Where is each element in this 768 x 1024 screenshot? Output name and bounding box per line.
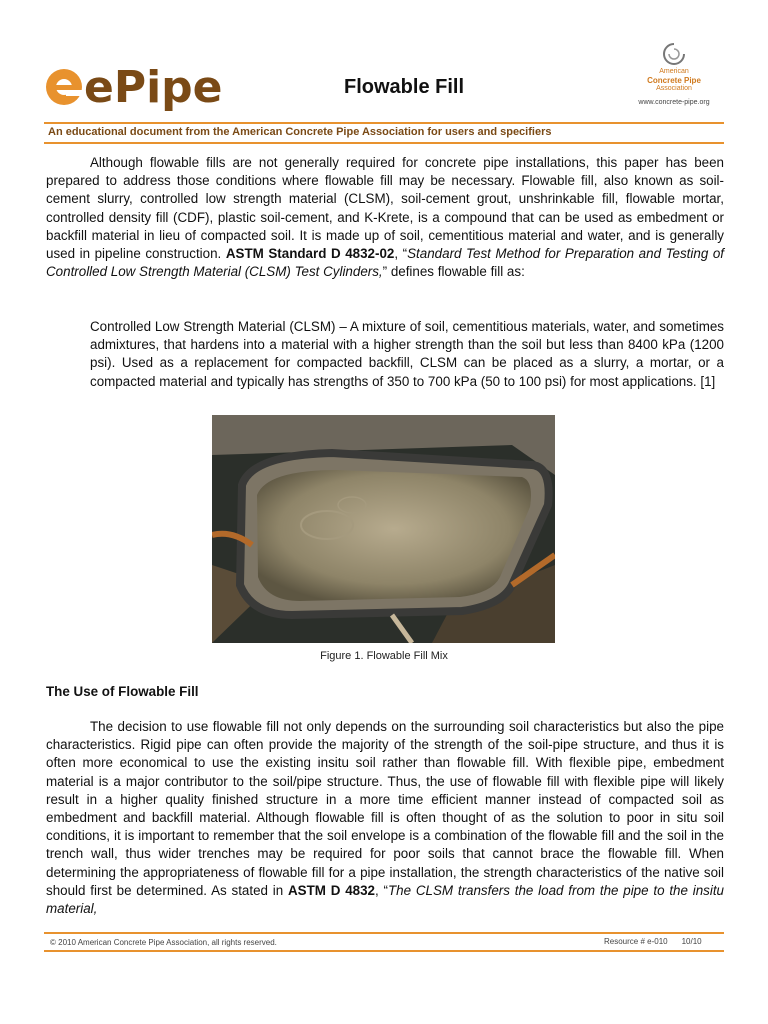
copyright: © 2010 American Concrete Pipe Association, all rights reserved. (50, 938, 277, 947)
astm-quote: The CLSM transfers the load from the pipe to the insitu material, (46, 882, 725, 917)
section-heading: The Use of Flowable Fill (46, 684, 199, 699)
footer-rule-bottom (44, 950, 724, 952)
astm-reference: ASTM D 4832 (288, 882, 375, 898)
acpa-line2: Concrete Pipe (647, 76, 701, 85)
intro-text: Although flowable fills are not generally required for concrete pipe installations, this paper has been prepared to address those conditions where flowable fill may be necessary. Flowable fill, also known as soil-cement slurry, controlled low strength material (CLSM), soil-cement grout, unshrinkable fill, flowable mortar, controlled density fill (CDF), plastic soil-cement, and K-Krete, is a compound that can be used as embedment or backfill material in lieu of compacted soil. It is made up of soil, cementitious material and water, and is generally used in pipeline construction. (46, 155, 724, 262)
logo-text: ePipe (84, 62, 223, 113)
figure-caption: Figure 1. Flowable Fill Mix (320, 650, 448, 662)
resource-number: Resource # e-010 (604, 937, 668, 946)
section-text: The decision to use flowable fill not only depends on the surrounding soil characteristics but also the pipe characteristics. Rigid pipe can often provide the majority of the strength of the soil-pipe structure, and thus it is often more economical to use the existing insitu soil rather than flowable fill. With flexible pipe, embedment material is a major contributor to the soil/pipe structure. Thus, the use of flowable fill with flexible pipe will likely result in a higher quality finished structure in a more time efficient manner instead of compacted soil as embedment and backfill material. Although flowable fill is often thought of as the solution to poor in situ soil conditions, it is important to remember that the soil envelope is a combination of the flowable fill and the soil in the trench wall, thus wider trenches may be required for poor soils that cannot brace the flowable fill. When determining the appropriateness of flowable fill for a pipe installation, the strength characteristics of the native soil should first be determined. As stated in (46, 719, 724, 898)
clsm-definition: Controlled Low Strength Material (CLSM) – A mixture of soil, cementitious materials, water, and sometimes admixtures, that hardens into a material with a higher strength than the soil but less than 8400 kPa (1200 psi). Used as a replacement for compacted backfill, CLSM can be placed as a slurry, a mortar, or a compacted material and typically has strengths of 350 to 700 kPa (50 to 100 psi) for most applications. [1] (90, 319, 724, 389)
acpa-line1: American (659, 68, 689, 75)
intro-paragraph: Although flowable fills are not generally required for concrete pipe installations, this paper has been prepared to address those conditions where flowable fill may be necessary. Flowable fill, also known as soil-cement slurry, controlled low strength material (CLSM), soil-cement grout, unshrinkable fill, flowable mortar, controlled density fill (CDF), plastic soil-cement, and K-Krete, is a compound that can be used as embedment or backfill material in lieu of compacted soil. It is made up of soil, cementitious material and water, and is generally used in pipeline construction. ASTM Standard D 4832-02, “Standard Test Method for Preparation and Testing of Controlled Low Strength Material (CLSM) Test Cylinders,” defines flowable fill as: (46, 155, 725, 280)
standard-title: Standard Test Method for Preparation and Testing of Controlled Low Strength Material (CLSM) Test Cylinders, (46, 246, 725, 280)
epipe-logo (44, 56, 224, 122)
acpa-url[interactable]: www.concrete-pipe.org (638, 99, 710, 106)
page-title: Flowable Fill (344, 76, 465, 98)
acpa-line3: Association (656, 85, 692, 92)
footer-rule-top (44, 932, 724, 934)
flowable-fill-photo (212, 415, 555, 643)
acpa-logo (620, 42, 728, 118)
astm-standard: ASTM Standard D 4832-02 (225, 246, 395, 262)
section-paragraph: The decision to use flowable fill not only depends on the surrounding soil characteristics but also the pipe characteristics. Rigid pipe can often provide the majority of the strength of the soil-pipe structure, and thus it is often more economical to use the existing insitu soil rather than flowable fill. With flexible pipe, embedment material is a major contributor to the soil/pipe structure. Thus, the use of flowable fill with flexible pipe will likely result in a higher quality finished structure in a more time efficient manner instead of compacted soil as embedment and backfill material. Although flowable fill is often thought of as the solution to poor in situ soil conditions, it is important to remember that the soil envelope is a combination of the flowable fill and the soil in the trench wall, thus wider trenches may be required for poor soils that cannot brace the flowable fill. When determining the appropriateness of flowable fill for a pipe installation, the strength characteristics of the native soil should first be determined. As stated in ASTM D 4832, “The CLSM transfers the load from the pipe to the insitu material, (46, 719, 725, 917)
acpa-emblem-icon (662, 42, 686, 66)
resource-date: 10/10 (681, 937, 702, 946)
header-rule-top (44, 122, 724, 124)
resource-info (604, 937, 702, 946)
header-rule-bottom (44, 142, 724, 144)
subtitle: An educational document from the American Concrete Pipe Association for users and specifiers (48, 126, 552, 138)
